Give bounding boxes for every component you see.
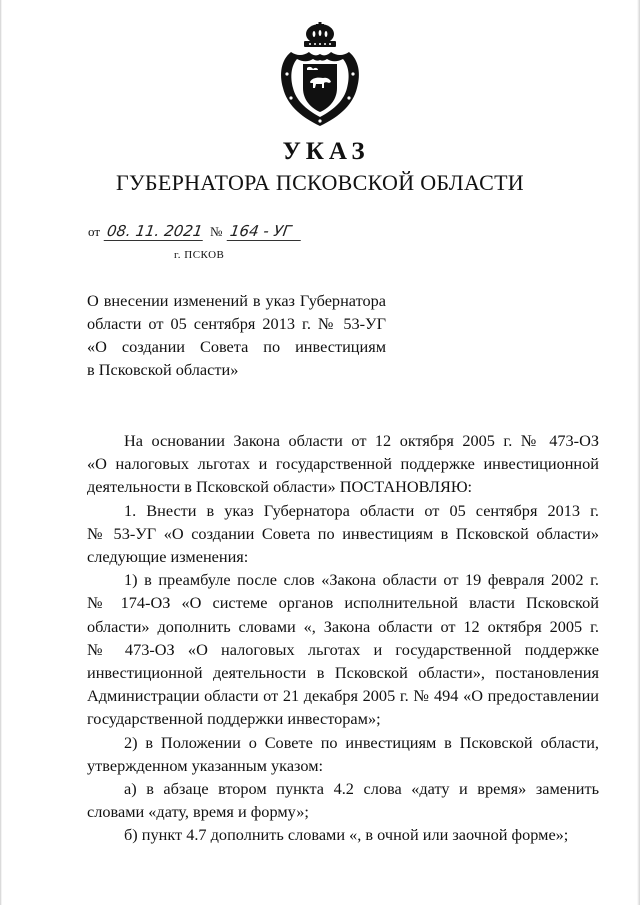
date-number-line [86, 222, 302, 241]
body-line: № 174-ОЗ «О системе органов исполнительной власти Псковской [87, 593, 599, 613]
handwritten-date: 08. 11. 2021 [104, 222, 206, 241]
coat-of-arms-icon [277, 22, 363, 130]
body-line: № 473-ОЗ «О налоговых льготах и государственной поддержке [87, 639, 599, 659]
heading-line: «О создании Совета по инвестициям [87, 337, 386, 356]
body-line: На основании Закона области от 12 октября 2005 г. № 473-ОЗ [124, 431, 599, 450]
body-line: Администрации области от 21 декабря 2005 г. № 494 «О предоставлении [87, 686, 599, 706]
heading-line: О внесении изменений в указ Губернатора [87, 291, 386, 310]
date-prefix: от [88, 224, 101, 239]
document-subtitle: ГУБЕРНАТОРА ПСКОВСКОЙ ОБЛАСТИ [116, 170, 524, 195]
document-body [87, 429, 599, 847]
document-heading [87, 289, 386, 381]
body-line: № 53-УГ «О создании Совета по инвестициям в Псковской области» [87, 523, 599, 543]
body-line: б) пункт 4.7 дополнить словами «, в очной или заочной форме»; [124, 825, 569, 845]
body-line: инвестиционной деятельности в Псковской области», постановления [87, 663, 599, 683]
body-line: 1. Внести в указ Губернатора области от 05 сентября 2013 г. [124, 500, 599, 520]
city-label: г. ПСКОВ [174, 249, 225, 261]
body-line: области» дополнить словами «, Закона области от 12 октября 2005 г. [87, 616, 599, 636]
body-line: а) в абзаце втором пункта 4.2 слова «дату и время» заменить [124, 779, 599, 799]
body-line: словами «дату, время и форму»; [87, 802, 309, 822]
heading-line: области от 05 сентября 2013 г. № 53-УГ [87, 314, 386, 333]
body-line: 2) в Положении о Совете по инвестициям в Псковской области, [124, 732, 599, 752]
body-line: деятельности в Псковской области» ПОСТАНОВЛЯЮ: [87, 477, 473, 497]
body-line: «О налоговых льготах и государственной поддержке инвестиционной [87, 454, 599, 474]
handwritten-number: 164 - УГ [226, 222, 303, 241]
document-title: УКАЗ [282, 138, 370, 165]
body-line: утвержденном указанным указом: [87, 755, 324, 775]
body-line: государственной поддержки инвесторам»; [87, 709, 381, 729]
heading-line: в Псковской области» [87, 360, 239, 379]
body-line: 1) в преамбуле после слов «Закона области от 19 февраля 2002 г. [124, 570, 599, 590]
body-line: следующие изменения: [87, 547, 249, 567]
number-prefix: № [209, 224, 223, 239]
scan-edge-left [0, 0, 2, 905]
